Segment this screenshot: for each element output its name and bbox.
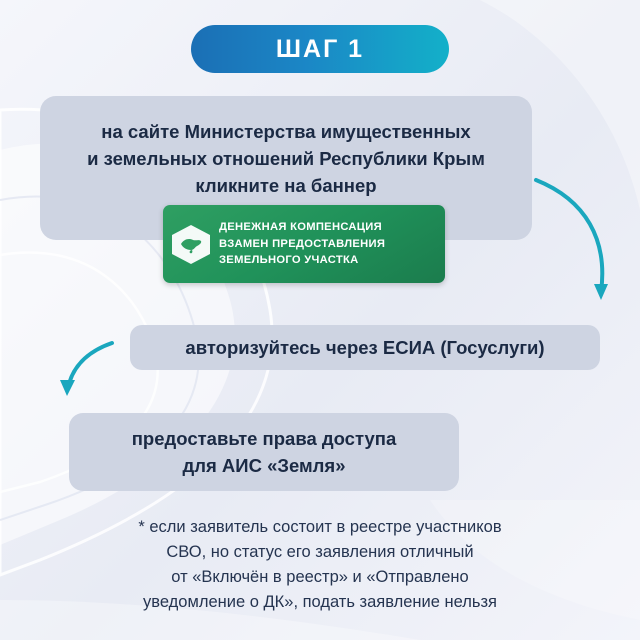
footnote-line-1: * если заявитель состоит в реестре участников: [138, 518, 502, 536]
green-banner-line-1: ДЕНЕЖНАЯ КОМПЕНСАЦИЯ: [219, 221, 382, 234]
instruction-card-3-line-2: для АИС «Земля»: [182, 455, 346, 476]
green-banner-line-3: ЗЕМЕЛЬНОГО УЧАСТКА: [219, 254, 359, 267]
green-banner-line-2: ВЗАМЕН ПРЕДОСТАВЛЕНИЯ: [219, 237, 386, 250]
instruction-card-2: [130, 325, 600, 370]
instruction-card-3-line-1: предоставьте права доступа: [131, 428, 397, 449]
instruction-card-3: [69, 413, 459, 491]
instruction-card-1-line-1: на сайте Министерства имущественных: [101, 121, 471, 142]
crimea-map-hexagon-icon: [163, 205, 219, 283]
step-badge: [191, 25, 449, 73]
green-banner[interactable]: [163, 205, 445, 283]
instruction-card-3-text: [132, 425, 397, 479]
green-banner-text: [219, 219, 385, 269]
instruction-card-2-text: авторизуйтесь через ЕСИА (Госуслуги): [185, 336, 545, 358]
instruction-card-1-line-3: кликните на баннер: [195, 175, 377, 196]
step-badge-label: ШАГ 1: [275, 34, 365, 63]
footnote: [38, 515, 602, 615]
footnote-line-3: от «Включён в реестр» и «Отправлено: [171, 568, 469, 586]
footnote-line-2: СВО, но статус его заявления отличный: [166, 543, 474, 561]
instruction-card-1-text: [40, 118, 532, 199]
instruction-card-1-line-2: и земельных отношений Республики Крым: [87, 148, 485, 169]
footnote-line-4: уведомление о ДК», подать заявление нельзя: [143, 593, 497, 611]
